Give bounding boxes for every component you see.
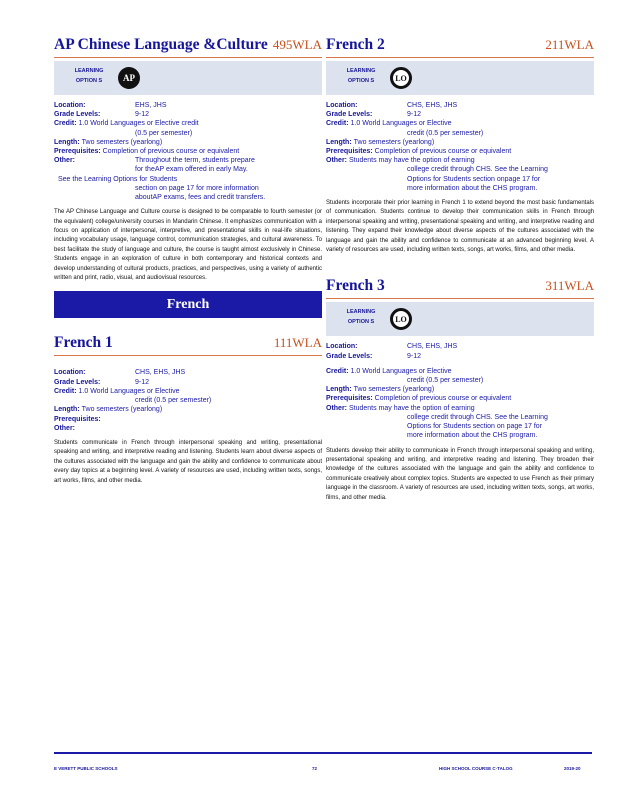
- learning-options-box: [54, 61, 322, 95]
- location-value: CHS, EHS, JHS: [135, 369, 186, 377]
- grade-value: 9-12: [407, 352, 422, 360]
- prereq-value: Completion of previous course or equivalent: [374, 395, 512, 403]
- course-code: 211WLA: [545, 37, 594, 52]
- length-value: Two semesters (yearlong): [81, 406, 163, 414]
- page-footer: [54, 752, 592, 770]
- left-column: [54, 36, 322, 486]
- course-details: Location: EHS, JHS Grade Levels: 9-12 Credit: 1.0 World Languages or Elective credit (0.5 per semester) Length: Two semesters (yearlong) Prerequisites: Completion of previous course or equivalent Other: Throughout the term, students prepare for theAP exam offered in early May. See the Learning Options for Students section on page 17 for more information aboutAP exams, fees and credit transfers.: [54, 101, 322, 202]
- location-value: CHS, EHS, JHS: [407, 343, 458, 351]
- course-description: The AP Chinese Language and Culture course is designed to be comparable to fourth semester (or the equivalent) college/university courses in Mandarin Chinese. It emphasizes communication with a focus on application of interpersonal, interpretive, and presentational skills in real-life situations, including vocabulary usage, language control, communication strategies, and cultural awareness. To best facilitate the study of language and culture, the course is taught almost exclusively in Chinese. Students engage in an exploration of culture in both contemporary and historical contexts and develop understanding of cultural products, practices, and perspectives, using a variety of authentic written and print, radio, visual, and audiovisual resources.: [54, 209, 322, 282]
- learning-options-box: [326, 61, 594, 95]
- prereq-value: Completion of previous course or equivalent: [374, 148, 512, 156]
- other-value: Throughout the term, students prepare: [135, 157, 255, 165]
- learning-options-label: LEARNING OPTION S: [346, 309, 376, 326]
- college-credit-icon: LO: [390, 308, 412, 330]
- credit-value: 1.0 World Languages or Elective: [78, 387, 180, 395]
- course-code: 495WLA: [272, 37, 322, 52]
- course-details: Location: CHS, EHS, JHS Grade Levels: 9-12 Credit: 1.0 World Languages or Elective credit (0.5 per semester) Length: Two semesters (yearlong) Prerequisites: Other:: [54, 369, 212, 432]
- course-header-ap-chinese: [54, 36, 322, 58]
- grade-value: 9-12: [135, 111, 150, 119]
- college-credit-icon: LO: [390, 67, 412, 89]
- course-title: French 1: [54, 334, 113, 352]
- footer-catalog: HIGH SCHOOL COURSE C·TALOG: [439, 766, 513, 771]
- course-details: Location: CHS, EHS, JHS Grade Levels: 9-12 Credit: 1.0 World Languages or Elective credit (0.5 per semester) Length: Two semesters (yearlong) Prerequisites: Completion of previous course or equivalent Other: Students may have the option of earning college credit through CHS. See the Learning Options for Students section on page 17 for more information about the CHS program.: [326, 343, 548, 440]
- course-description: Students develop their ability to communicate in French through interpersonal speaking and writing, presentational speaking and writing, and interpretive reading and listening. They broaden their knowledge of the cultures associated with the language and gain the ability and confidence to communicate creatively about complex topics. Students are expected to use French as their primary language in the classroom. A variety of resources are used, including written texts, songs, art works, films, and other media.: [326, 447, 594, 501]
- course-code: 111WLA: [273, 335, 322, 351]
- course-description: Students incorporate their prior learning in French 1 to extend beyond the most basic fundamentals of communication. Students continue to develop their communication skills in French through interpersonal speaking and writing, presentational speaking and writing, and interpretive reading and listening. They expand their knowledge about diverse aspects of the cultures associated with the language and gain the ability and confidence to communicate at an advanced beginning level. A variety of resources are used, including written texts, songs, art works, films, and other media.: [326, 200, 594, 254]
- location-value: EHS, JHS: [135, 102, 167, 109]
- course-title: AP Chinese Language &Culture: [54, 36, 268, 53]
- section-banner-french: French: [54, 291, 322, 318]
- credit-value: 1.0 World Languages or Elective: [350, 120, 452, 128]
- footer-page-number: 72: [312, 766, 318, 771]
- learning-options-label: LEARNING OPTION S: [74, 68, 104, 84]
- right-column: [326, 36, 594, 503]
- course-header-french-3: [326, 277, 594, 299]
- ap-icon: AP: [118, 67, 140, 89]
- location-value: CHS, EHS, JHS: [407, 102, 458, 109]
- course-description: Students communicate in French through interpersonal speaking and writing, presentational speaking and writing, and interpretive reading and listening. Students learn about diverse aspects of the cultures associated with the language and gain the ability and confidence to communicate about every day topics at a beginning level. A variety of resources are used, including written texts, songs, art works, films, and other media.: [54, 439, 322, 484]
- grade-value: 9-12: [407, 111, 422, 119]
- learning-options-ref: See the Learning Options for Students: [58, 175, 178, 183]
- other-value: Students may have the option of earning: [348, 404, 475, 412]
- credit-value: 1.0 World Languages or Elective: [350, 367, 452, 375]
- length-value: Two semesters (yearlong): [353, 386, 435, 394]
- footer-year: 2019-20: [564, 766, 581, 771]
- course-header-french-2: [326, 36, 594, 58]
- other-value: Students may have the option of earning: [348, 157, 475, 165]
- length-value: Two semesters (yearlong): [353, 138, 435, 146]
- course-title: French 2: [326, 36, 385, 53]
- learning-options-box: [326, 302, 594, 336]
- grade-value: 9-12: [135, 378, 150, 386]
- credit-value: 1.0 World Languages or Elective credit: [78, 120, 199, 128]
- prereq-value: Completion of previous course or equivalent: [102, 148, 240, 156]
- learning-options-label: LEARNING OPTION S: [346, 68, 376, 84]
- footer-school: E VERETT PUBLIC SCHOOLS: [54, 766, 118, 771]
- length-value: Two semesters (yearlong): [81, 138, 163, 146]
- course-details: Location: CHS, EHS, JHS Grade Levels: 9-12 Credit: 1.0 World Languages or Elective credit (0.5 per semester) Length: Two semesters (yearlong) Prerequisites: Completion of previous course or equivalent Other: Students may have the option of earning college credit through CHS. See the Learning Options for Students section onpage 17 for more information about the CHS program.: [326, 102, 548, 192]
- course-title: French 3: [326, 277, 385, 295]
- course-header-french-1: [54, 334, 322, 356]
- course-code: 311WLA: [545, 278, 594, 294]
